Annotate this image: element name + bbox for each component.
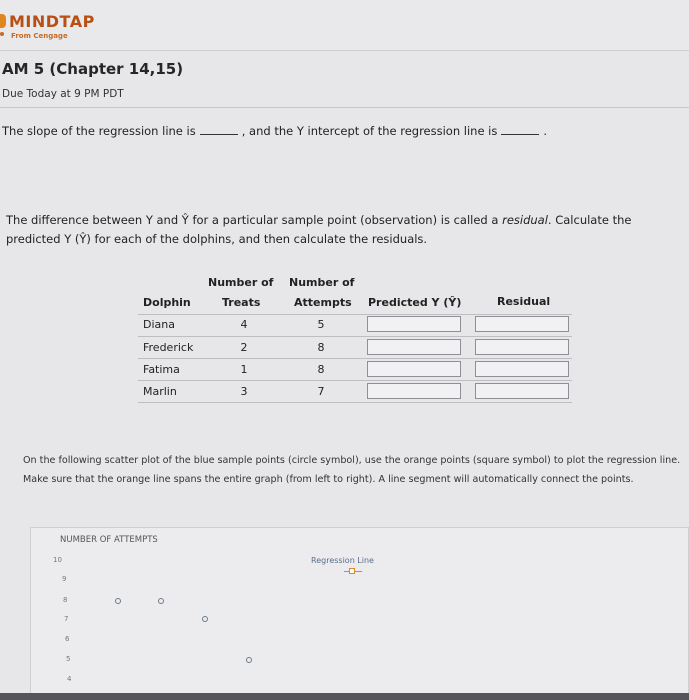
screen-bezel bbox=[0, 693, 689, 700]
intercept-answer-blank[interactable] bbox=[501, 134, 539, 135]
attempts-header-top: Number of bbox=[289, 276, 355, 289]
table-divider bbox=[138, 336, 572, 337]
y-tick-label: 5 bbox=[66, 655, 71, 663]
treats-value: 4 bbox=[240, 318, 248, 331]
y-tick-label: 4 bbox=[67, 675, 72, 683]
residual-header: Residual bbox=[497, 295, 551, 308]
regression-point-tool[interactable] bbox=[349, 568, 355, 574]
sample-point[interactable] bbox=[202, 616, 208, 622]
treats-value: 2 bbox=[240, 341, 248, 354]
slope-answer-blank[interactable] bbox=[200, 134, 238, 135]
due-date: Due Today at 9 PM PDT bbox=[2, 88, 124, 100]
predicted-input-marlin[interactable] bbox=[367, 383, 461, 399]
scatter-instructions: On the following scatter plot of the blue sample points (circle symbol), use the orange points (square symbol) to plot the regression line. Make sure that the orange line spans the entire graph (from left to right). A line segment will automatically connect the points. bbox=[23, 455, 681, 485]
dolphin-name: Fatima bbox=[143, 363, 180, 376]
scatter-plot-area[interactable] bbox=[30, 527, 689, 700]
y-tick-label: 7 bbox=[64, 615, 69, 623]
sample-point[interactable] bbox=[246, 657, 252, 663]
table-divider bbox=[138, 402, 572, 403]
sample-point[interactable] bbox=[158, 598, 164, 604]
mindtap-logo-mark bbox=[0, 14, 6, 28]
question-text: The slope of the regression line is bbox=[2, 124, 196, 138]
regression-line-legend: Regression Line bbox=[311, 556, 374, 565]
table-divider bbox=[138, 358, 572, 359]
sample-point[interactable] bbox=[115, 598, 121, 604]
question-residuals bbox=[6, 211, 666, 249]
divider bbox=[0, 107, 689, 108]
question-text: , and the Y intercept of the regression line is bbox=[241, 124, 498, 138]
app-header bbox=[0, 0, 689, 51]
residual-input-diana[interactable] bbox=[475, 316, 569, 332]
dolphin-header: Dolphin bbox=[143, 296, 191, 309]
dolphin-name: Marlin bbox=[143, 385, 177, 398]
residual-input-marlin[interactable] bbox=[475, 383, 569, 399]
question-text: The difference between Y and Ŷ for a particular sample point (observation) is called a bbox=[6, 213, 499, 227]
treats-value: 3 bbox=[240, 385, 248, 398]
attempts-header: Attempts bbox=[294, 296, 352, 309]
treats-header-top: Number of bbox=[208, 276, 274, 289]
predicted-input-fatima[interactable] bbox=[367, 361, 461, 377]
question-slope-intercept bbox=[2, 124, 547, 138]
residual-term: residual bbox=[502, 213, 548, 227]
y-tick-label: 8 bbox=[63, 596, 68, 604]
treats-value: 1 bbox=[240, 363, 248, 376]
attempts-value: 8 bbox=[317, 341, 325, 354]
dolphin-name: Frederick bbox=[143, 341, 194, 354]
brand-name: MINDTAP bbox=[9, 12, 95, 31]
assignment-title: AM 5 (Chapter 14,15) bbox=[2, 60, 184, 78]
logo-dot-icon bbox=[0, 32, 4, 36]
dolphin-name: Diana bbox=[143, 318, 175, 331]
table-divider bbox=[138, 314, 572, 315]
y-tick-label: 10 bbox=[53, 556, 62, 564]
predicted-input-diana[interactable] bbox=[367, 316, 461, 332]
residual-input-frederick[interactable] bbox=[475, 339, 569, 355]
predicted-header: Predicted Y (Ŷ) bbox=[368, 296, 462, 309]
attempts-value: 7 bbox=[317, 385, 325, 398]
question-text: . bbox=[543, 124, 548, 138]
brand-subtitle: From Cengage bbox=[11, 32, 68, 40]
residual-input-fatima[interactable] bbox=[475, 361, 569, 377]
y-axis-title: NUMBER OF ATTEMPTS bbox=[60, 535, 158, 545]
y-tick-label: 6 bbox=[65, 635, 70, 643]
table-divider bbox=[138, 380, 572, 381]
question-text: . Calculate the predicted Y (Ŷ) for each of the dolphins, and then calculate the residuals. bbox=[6, 213, 632, 246]
attempts-value: 5 bbox=[317, 318, 325, 331]
predicted-input-frederick[interactable] bbox=[367, 339, 461, 355]
y-tick-label: 9 bbox=[62, 575, 67, 583]
treats-header: Treats bbox=[222, 296, 261, 309]
attempts-value: 8 bbox=[317, 363, 325, 376]
